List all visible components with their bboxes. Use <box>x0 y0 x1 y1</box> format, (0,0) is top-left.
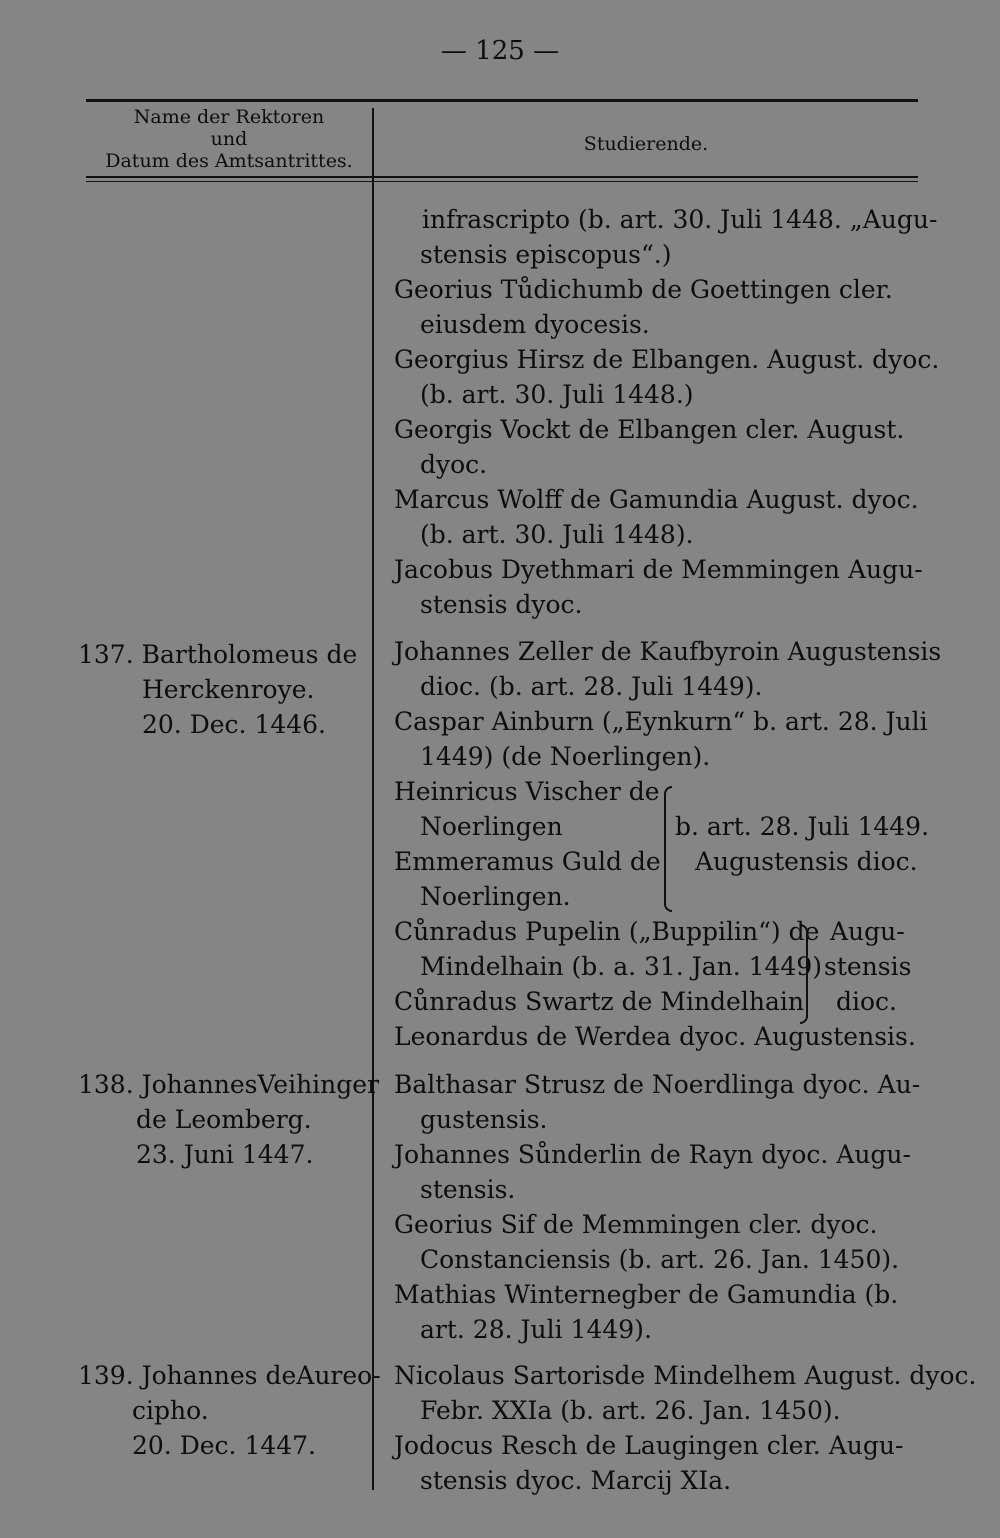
student-bracket-note: b. art. 28. Juli 1449. <box>675 812 930 841</box>
student-line: Mindelhain (b. a. 31. Jan. 1449) <box>420 952 822 981</box>
column-divider <box>372 108 374 1490</box>
rector-139-line3: 20. Dec. 1447. <box>132 1431 317 1460</box>
header-left-line2: und <box>210 128 248 150</box>
student-line: Heinricus Vischer de <box>394 777 660 806</box>
student-line: stensis dyoc. <box>420 590 583 619</box>
student-line: Cůnradus Swartz de Mindelhain <box>394 987 804 1016</box>
student-line: Nicolaus Sartorisde Mindelhem August. dyoc. <box>394 1361 977 1390</box>
student-line: Noerlingen. <box>420 882 571 911</box>
student-line: 1449) (de Noerlingen). <box>420 742 711 771</box>
student-bracket-note: Augustensis dioc. <box>695 847 918 876</box>
student-line: stensis episcopus“.) <box>420 240 672 269</box>
page-number: — 125 — <box>440 36 560 66</box>
rector-138-line3: 23. Juni 1447. <box>136 1140 314 1169</box>
rector-137-line2: Herckenroye. <box>142 675 315 704</box>
rector-137-line1: 137. Bartholomeus de <box>78 640 358 669</box>
student-line: Georius Tůdichumb de Goettingen cler. <box>394 275 893 304</box>
student-line: art. 28. Juli 1449). <box>420 1315 652 1344</box>
student-line: Constanciensis (b. art. 26. Jan. 1450). <box>420 1245 900 1274</box>
student-bracket-note: dioc. <box>836 987 897 1016</box>
student-line: (b. art. 30. Juli 1448). <box>420 520 694 549</box>
rector-137-line3: 20. Dec. 1446. <box>142 710 327 739</box>
student-line: Jodocus Resch de Laugingen cler. Augu- <box>394 1431 904 1460</box>
rector-138-line2: de Leomberg. <box>136 1105 312 1134</box>
student-line: eiusdem dyocesis. <box>420 310 650 339</box>
student-line: Leonardus de Werdea dyoc. Augustensis. <box>394 1022 916 1051</box>
rector-138-line1: 138. JohannesVeihinger <box>78 1070 380 1099</box>
student-line: Balthasar Strusz de Noerdlinga dyoc. Au- <box>394 1070 921 1099</box>
student-line: Georius Sif de Memmingen cler. dyoc. <box>394 1210 878 1239</box>
student-bracket-note: Augu- <box>830 917 905 946</box>
rector-139-line1: 139. Johannes deAureo- <box>78 1361 381 1390</box>
student-line: gustensis. <box>420 1105 548 1134</box>
student-line: Febr. XXIa (b. art. 26. Jan. 1450). <box>420 1396 841 1425</box>
student-line: Noerlingen <box>420 812 563 841</box>
header-bottom-rule <box>86 176 918 178</box>
student-line: Emmeramus Guld de <box>394 847 661 876</box>
student-line: infrascripto (b. art. 30. Juli 1448. „Augu- <box>422 205 938 234</box>
header-bottom-rule-2 <box>86 181 918 182</box>
student-line: Mathias Winternegber de Gamundia (b. <box>394 1280 899 1309</box>
student-bracket-note: stensis <box>824 952 912 981</box>
student-line: Cůnradus Pupelin („Buppilin“) de <box>394 917 820 946</box>
brace-1449 <box>664 786 672 912</box>
student-line: stensis dyoc. Marcij XIa. <box>420 1466 732 1495</box>
brace-mindelhain <box>800 924 808 1024</box>
student-line: Johannes Sůnderlin de Rayn dyoc. Augu- <box>394 1140 911 1169</box>
header-left-line3: Datum des Amtsantrittes. <box>105 150 353 172</box>
rector-139-line2: cipho. <box>132 1396 209 1425</box>
student-line: Georgius Hirsz de Elbangen. August. dyoc. <box>394 345 940 374</box>
student-line: Johannes Zeller de Kaufbyroin Augustensis <box>394 637 942 666</box>
student-line: Georgis Vockt de Elbangen cler. August. <box>394 415 905 444</box>
student-line: Marcus Wolff de Gamundia August. dyoc. <box>394 485 919 514</box>
student-line: dioc. (b. art. 28. Juli 1449). <box>420 672 763 701</box>
student-line: dyoc. <box>420 450 488 479</box>
student-line: Caspar Ainburn („Eynkurn“ b. art. 28. Juli <box>394 707 928 736</box>
student-line: Jacobus Dyethmari de Memmingen Augu- <box>394 555 923 584</box>
student-line: stensis. <box>420 1175 516 1204</box>
header-top-rule <box>86 99 918 102</box>
header-left-line1: Name der Rektoren <box>133 106 325 128</box>
student-line: (b. art. 30. Juli 1448.) <box>420 380 694 409</box>
header-right: Studierende. <box>583 133 709 155</box>
